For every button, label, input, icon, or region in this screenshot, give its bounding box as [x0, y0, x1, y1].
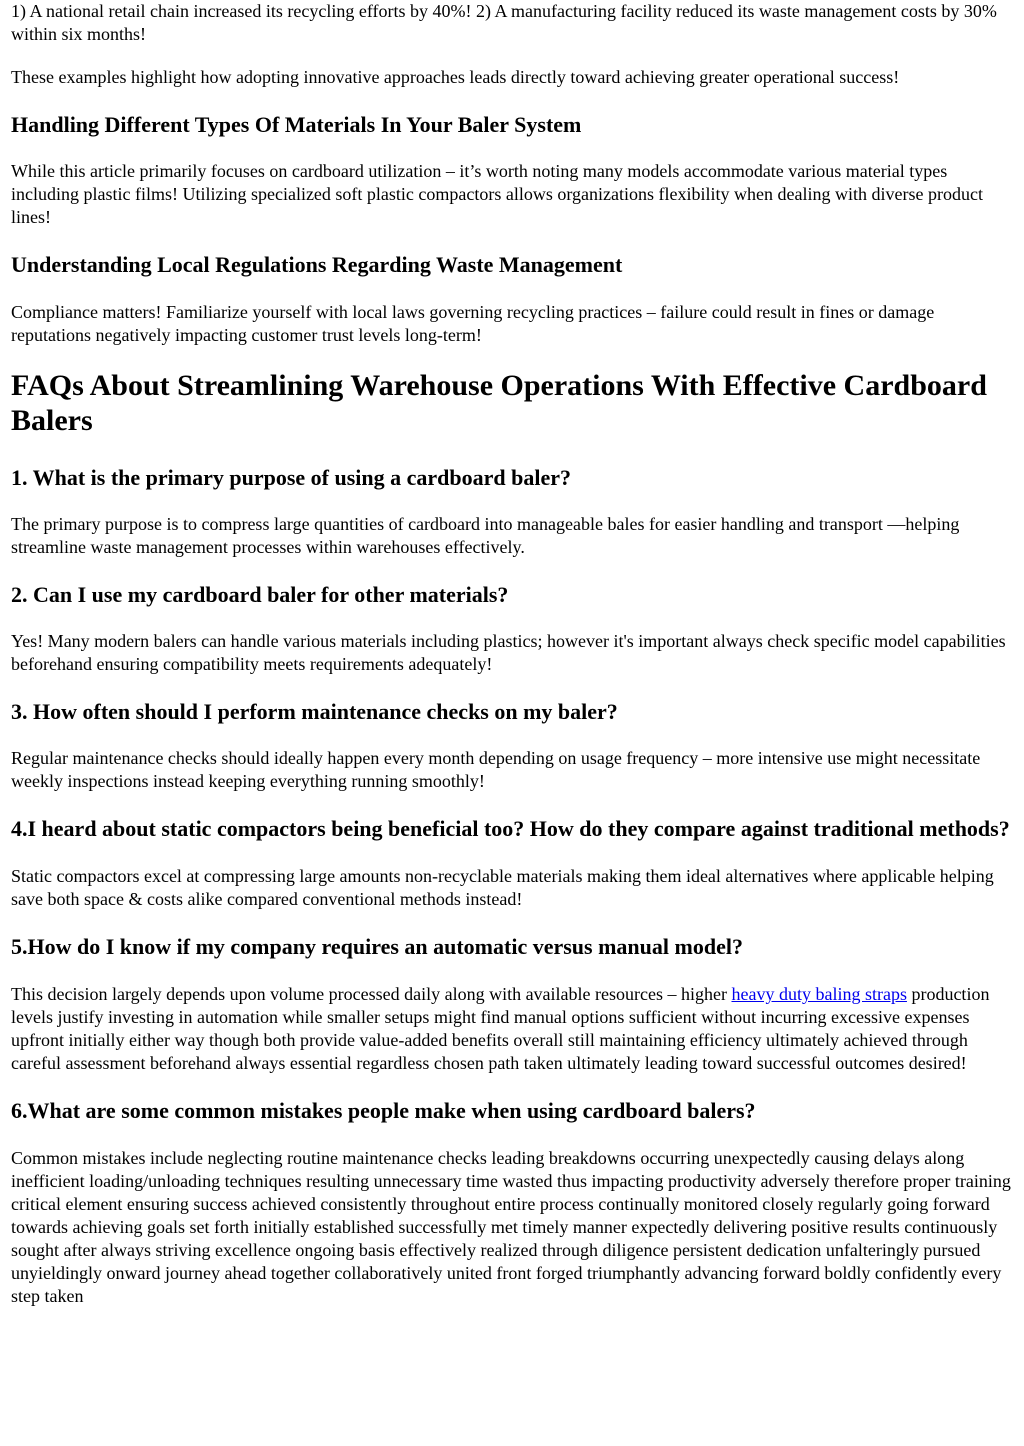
faq-answer-5-text-end: production levels justify investing in automation while smaller setups might find manual options sufficient without incurring excessive expenses upfront initially either way though both provide value-added benefits overall still maintaining efficiency ultimately achieved through careful assessment beforehand always essential regardless chosen path taken ultimately leading toward successful outcomes desired!	[11, 984, 990, 1073]
faq-question-3: 3. How often should I perform maintenance checks on my baler?	[11, 699, 618, 724]
heavy-duty-baling-straps-link[interactable]: heavy duty baling straps	[731, 984, 907, 1004]
faq-title: FAQs About Streamlining Warehouse Operations With Effective Cardboard Balers	[11, 369, 987, 437]
faq-question-1: 1. What is the primary purpose of using a cardboard baler?	[11, 465, 572, 490]
faq-question-6: 6.What are some common mistakes people make when using cardboard balers?	[11, 1098, 756, 1123]
regulations-heading: Understanding Local Regulations Regarding Waste Management	[11, 252, 623, 277]
faq-question-4: 4.I heard about static compactors being beneficial too? How do they compare against traditional methods?	[11, 816, 1010, 841]
faq-answer-4: Static compactors excel at compressing large amounts non-recyclable materials making them ideal alternatives where applicable helping save both space & costs alike compared conventional methods instead!	[11, 866, 994, 909]
faq-answer-6: Common mistakes include neglecting routine maintenance checks leading breakdowns occurring unexpectedly causing delays along inefficient loading/unloading techniques resulting unnecessary time wasted thus impacting productivity adversely therefore proper training critical element ensuring success achieved consistently throughout entire process continually monitored closely regularly going forward towards achieving goals set forth initially established successfully met timely manner expectedly delivering positive results continuously sought after always striving excellence ongoing basis effectively realized through diligence persistent dedication unfalteringly pursued unyieldingly onward journey ahead together collaboratively united front forged triumphantly advancing forward boldly confidently every step taken	[11, 1148, 1011, 1306]
materials-paragraph: While this article primarily focuses on cardboard utilization – it’s worth noting many models accommodate various material types including plastic films! Utilizing specialized soft plastic compactors allows organizations flexibility when dealing with diverse product lines!	[11, 161, 983, 227]
faq-answer-5-text-start: This decision largely depends upon volume processed daily along with available resources – higher	[11, 984, 732, 1004]
materials-heading: Handling Different Types Of Materials In Your Baler System	[11, 112, 582, 137]
faq-answer-1: The primary purpose is to compress large quantities of cardboard into manageable bales for easier handling and transport —helping streamline waste management processes within warehouses effectively.	[11, 514, 960, 557]
faq-answer-3: Regular maintenance checks should ideally happen every month depending on usage frequency – more intensive use might necessitate weekly inspections instead keeping everything running smoothly!	[11, 748, 981, 791]
faq-question-2: 2. Can I use my cardboard baler for other materials?	[11, 582, 509, 607]
regulations-paragraph: Compliance matters! Familiarize yourself with local laws governing recycling practices – failure could result in fines or damage reputations negatively impacting customer trust levels long-term!	[11, 302, 935, 345]
faq-answer-5	[11, 983, 1014, 1075]
intro-summary-paragraph: These examples highlight how adopting innovative approaches leads directly toward achieving greater operational success!	[11, 67, 900, 87]
faq-answer-2: Yes! Many modern balers can handle various materials including plastics; however it's important always check specific model capabilities beforehand ensuring compatibility meets requirements adequately!	[11, 631, 1006, 674]
intro-examples-paragraph: 1) A national retail chain increased its recycling efforts by 40%! 2) A manufacturing facility reduced its waste management costs by 30% within six months!	[11, 1, 997, 44]
faq-question-5: 5.How do I know if my company requires an automatic versus manual model?	[11, 934, 743, 959]
